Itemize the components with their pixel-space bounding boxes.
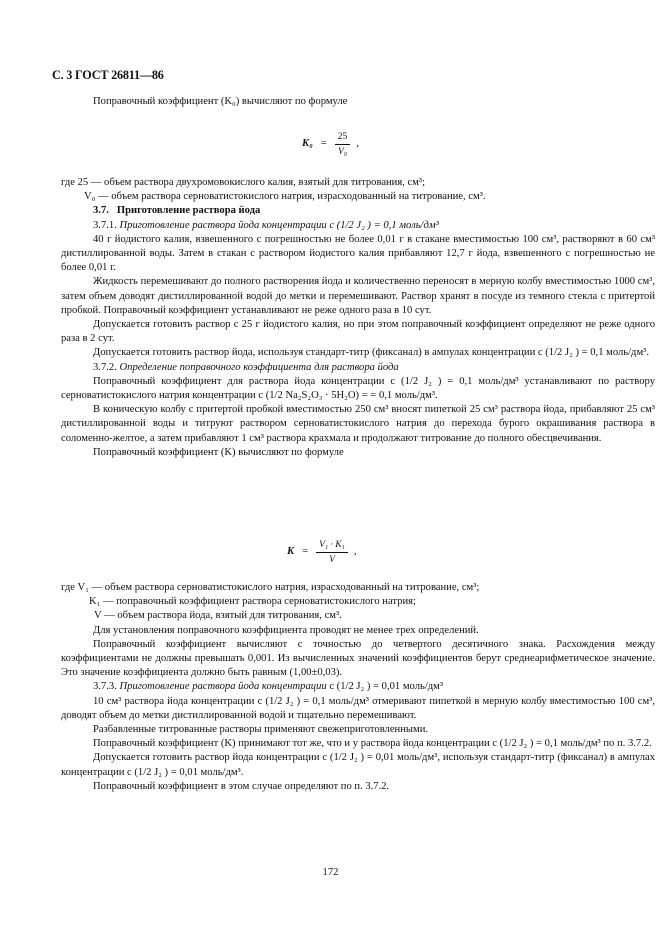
- formula-k0-equals: =: [320, 138, 327, 150]
- paragraph: Допускается готовить раствор с 25 г йодистого калия, но при этом поправочный коэффициент определяют не реже одного раза в 2 сут.: [61, 319, 655, 345]
- section-3-7-2-number: 3.7.2.: [93, 361, 117, 373]
- section-3-7-1-heading: [61, 219, 655, 233]
- formula-k0-denominator: V₀: [337, 147, 348, 157]
- legend-1-line: V₀ — объем раствора серноватистокислого натрия, израсходованный на титрование, см³.: [84, 191, 486, 203]
- section-3-7-2-title: Определение поправочного коэффициента для раствора йода: [119, 361, 399, 373]
- paragraph: Для установления поправочного коэффициента проводят не менее трех определений.: [93, 624, 479, 636]
- legend-2-line: K₁ — поправочный коэффициент раствора серноватистокислого натрия;: [89, 596, 416, 608]
- legend-1-line: где 25 — объем раствора двухромовокислого калия, взятый для титрования, см³;: [61, 177, 426, 188]
- section-3-7-3-number: 3.7.3.: [93, 681, 117, 693]
- formula-k0: [302, 131, 359, 158]
- formula-k: [287, 539, 357, 566]
- page-header: С. 3 ГОСТ 26811—86: [52, 68, 164, 82]
- paragraph: В коническую колбу с притертой пробкой вместимостью 250 см³ вносят пипеткой 25 см³ раствора йода, прибавляют 25 см³ дистиллированной воды и титруют раствором серноватистокислого натрия до перехода бурого окрашивания раствора в соломенно-желтое, а затем прибавляют 1 см³ раствора крахмала и продолжают титрование до полного обесцвечивания.: [61, 404, 655, 444]
- page-number: 172: [322, 867, 339, 878]
- section-3-7-number: 3.7.: [93, 205, 109, 217]
- legend-2-line: V — объем раствора йода, взятый для титрования, см³.: [94, 610, 342, 622]
- legend-2-line: где V₁ — объем раствора серноватистокислого натрия, израсходованный на титрование, см³;: [61, 582, 480, 593]
- section-3-7-title: Приготовление раствора йода: [116, 205, 261, 217]
- k0-intro: [61, 95, 655, 109]
- section-3-7-1-number: 3.7.1.: [93, 219, 117, 231]
- paragraph: 10 см³ раствора йода концентрации c (1/2 J₂ ) = 0,1 моль/дм³ отмеривают пипеткой в мерную колбу вместимостью 100 см³, доводят объем до метки дистиллированной водой и тщательно перемешивают.: [61, 695, 655, 721]
- legend-1: [61, 176, 655, 460]
- formula-k-numerator: V₁ · K₁: [316, 539, 348, 553]
- paragraph: Жидкость перемешивают до полного растворения йода и количественно переносят в мерную колбу вместимостью 1000 см³, затем объем доводят дистиллированной водой до метки и перемешивают. Раствор хранят в посуде из темного стекла с притертой пробкой. Поправочный коэффициент устанавливают не реже одного раза в 10 сут.: [61, 276, 655, 316]
- paragraph: Поправочный коэффициент вычисляют с точностью до четвертого десятичного знака. Расхождения между коэффициентами не должны превышать 0,001. Из вычисленных значений коэффициентов берут среднеарифметическое значение. Это значение коэффициента должно быть равным (1,00±0,03).: [61, 638, 655, 679]
- formula-k0-lhs: K₀: [302, 138, 313, 150]
- formula-k-comma: ,: [353, 546, 357, 558]
- k0-intro-text: Поправочный коэффициент (K₀) вычисляют по формуле: [93, 96, 348, 107]
- formula-k-equals: =: [302, 546, 309, 558]
- legend-2: [61, 581, 655, 794]
- paragraph: Допускается готовить раствор йода концентрации c (1/2 J₂ ) = 0,01 моль/дм³, используя стандарт-титр (фиксанал) в ампулах концентрации c (1/2 J₂ ) = 0,01 моль/дм³.: [61, 752, 655, 778]
- formula-k-lhs: K: [287, 546, 295, 558]
- paragraph: Допускается готовить раствор йода, используя стандарт-титр (фиксанал) в ампулах концентрации c (1/2 J₂ ) = 0,1 моль/дм³.: [93, 347, 649, 359]
- formula-k0-numerator: 25: [335, 131, 351, 145]
- paragraph: Разбавленные титрованные растворы применяют свежеприготовленными.: [93, 724, 429, 736]
- section-3-7-3-title: Приготовление раствора йода концентрации: [119, 681, 327, 693]
- section-3-7-2-heading: [61, 361, 655, 375]
- paragraph: 40 г йодистого калия, взвешенного с погрешностью не более 0,01 г в стакане вместимостью 100 см³, растворяют в 60 см³ дистиллированной воды. Затем в стакан с раствором йодистого калия прибавляют 12,7 г йода, взвешенного с погрешностью не более 0,01 г.: [61, 233, 655, 274]
- section-3-7-3-heading: [61, 680, 655, 694]
- formula-k-fraction: [316, 539, 348, 566]
- paragraph: Поправочный коэффициент для раствора йода концентрации c (1/2 J₂ ) = 0,1 моль/дм³ устанавливают по раствору серноватистокислого натрия концентрации c (1/2 Na₂S₂O₃ · 5H₂O) = = 0,1 моль/дм³.: [61, 375, 655, 402]
- formula-k0-comma: ,: [356, 138, 359, 150]
- formula-k-denominator: V: [329, 555, 335, 565]
- section-3-7-3-title-tail: c (1/2 J₂ ) = 0,01 моль/дм³: [329, 681, 444, 693]
- section-3-7-1-title: Приготовление раствора йода концентрации c (1/2 J₂ ) = 0,1 моль/дм³: [119, 219, 439, 231]
- k-intro-text: Поправочный коэффициент (K) вычисляют по формуле: [93, 446, 344, 458]
- section-3-7-heading: [61, 204, 655, 218]
- paragraph: Поправочный коэффициент (K) принимают тот же, что и у раствора йода концентрации c (1/2 J₂ ) = 0,1 моль/дм³ по п. 3.7.2.: [93, 738, 652, 750]
- formula-k0-fraction: [335, 131, 351, 158]
- paragraph: Поправочный коэффициент в этом случае определяют по п. 3.7.2.: [93, 780, 390, 792]
